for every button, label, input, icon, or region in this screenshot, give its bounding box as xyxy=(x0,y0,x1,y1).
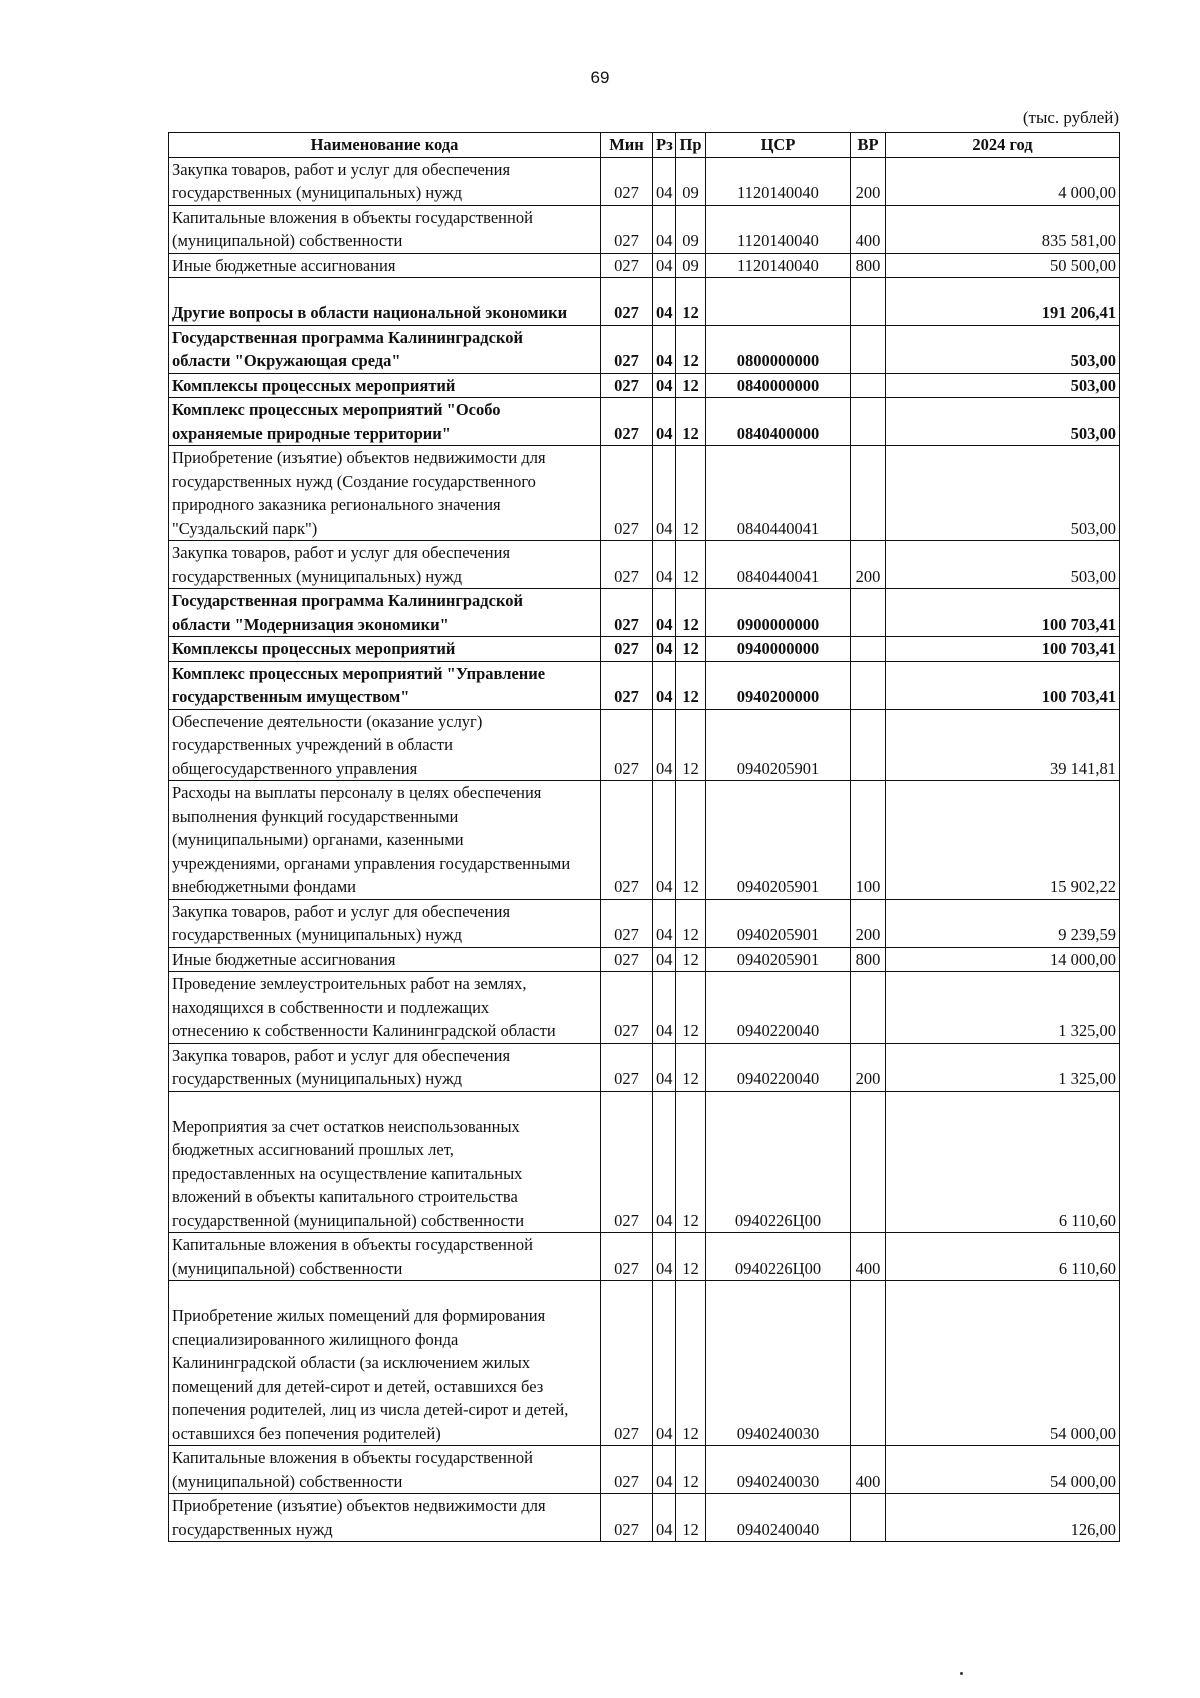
row-min: 027 xyxy=(601,947,653,972)
row-csr: 0840440041 xyxy=(706,541,851,589)
row-name xyxy=(169,972,601,1044)
table-row xyxy=(169,1043,1120,1091)
row-vr xyxy=(851,1091,886,1233)
row-name xyxy=(169,1233,601,1281)
row-name xyxy=(169,278,601,326)
row-name-line: Государственная программа Калининградской xyxy=(172,327,524,347)
row-name-line: государственных (муниципальных) нужд xyxy=(172,1069,462,1088)
table-row xyxy=(169,446,1120,541)
row-vr: 200 xyxy=(851,541,886,589)
row-rz: 04 xyxy=(653,325,676,373)
row-pr: 12 xyxy=(676,1494,706,1542)
row-min: 027 xyxy=(601,1091,653,1233)
row-min: 027 xyxy=(601,541,653,589)
row-min: 027 xyxy=(601,325,653,373)
row-vr xyxy=(851,1494,886,1542)
row-name xyxy=(169,781,601,900)
row-name-line: Обеспечение деятельности (оказание услуг) xyxy=(172,711,483,731)
row-rz: 04 xyxy=(653,205,676,253)
row-name-line: государственных (муниципальных) нужд xyxy=(172,566,462,586)
row-min: 027 xyxy=(601,373,653,398)
row-pr: 12 xyxy=(676,1233,706,1281)
row-pr: 12 xyxy=(676,373,706,398)
row-vr: 200 xyxy=(851,899,886,947)
row-name-line: области "Окружающая среда" xyxy=(172,351,401,370)
row-vr xyxy=(851,446,886,541)
row-pr: 12 xyxy=(676,899,706,947)
row-name-line: находящихся в собственности и подлежащих xyxy=(172,997,490,1017)
row-rz: 04 xyxy=(653,1446,676,1494)
row-pr: 12 xyxy=(676,637,706,662)
row-amount: 126,00 xyxy=(886,1494,1120,1542)
row-name xyxy=(169,947,601,972)
row-min: 027 xyxy=(601,1494,653,1542)
row-pr: 12 xyxy=(676,541,706,589)
row-amount: 50 500,00 xyxy=(886,253,1120,278)
row-amount: 54 000,00 xyxy=(886,1446,1120,1494)
row-vr xyxy=(851,709,886,781)
row-vr xyxy=(851,278,886,326)
row-amount: 503,00 xyxy=(886,325,1120,373)
row-min: 027 xyxy=(601,1281,653,1446)
row-name-line: государственных нужд (Создание государственного xyxy=(172,471,536,491)
row-name xyxy=(169,1446,601,1494)
row-name xyxy=(169,709,601,781)
row-csr: 0940220040 xyxy=(706,1043,851,1091)
row-vr: 400 xyxy=(851,205,886,253)
row-name-line: охраняемые природные территории" xyxy=(172,423,451,443)
row-rz: 04 xyxy=(653,253,676,278)
row-csr: 0940205901 xyxy=(706,899,851,947)
row-pr: 12 xyxy=(676,278,706,326)
budget-table xyxy=(168,132,1120,1542)
row-min: 027 xyxy=(601,899,653,947)
row-min: 027 xyxy=(601,1446,653,1494)
page-number: 69 xyxy=(590,68,610,87)
row-pr: 12 xyxy=(676,589,706,637)
row-csr: 0840000000 xyxy=(706,373,851,398)
row-amount: 191 206,41 xyxy=(886,278,1120,326)
row-vr xyxy=(851,972,886,1044)
row-vr xyxy=(851,661,886,709)
row-rz: 04 xyxy=(653,899,676,947)
row-name-line: Закупка товаров, работ и услуг для обеспечения xyxy=(172,901,511,921)
row-rz: 04 xyxy=(653,398,676,446)
row-name-line: (муниципальной) собственности xyxy=(172,1471,403,1491)
table-row xyxy=(169,1281,1120,1446)
table-row xyxy=(169,947,1120,972)
row-amount: 1 325,00 xyxy=(886,1043,1120,1091)
row-name-line: Иные бюджетные ассигнования xyxy=(172,949,396,969)
row-name-line: Капитальные вложения в объекты государственной xyxy=(172,1235,533,1254)
row-csr: 0940240030 xyxy=(706,1446,851,1494)
row-csr: 0940205901 xyxy=(706,709,851,781)
row-min: 027 xyxy=(601,589,653,637)
row-rz: 04 xyxy=(653,709,676,781)
row-name xyxy=(169,157,601,205)
row-name-line: Другие вопросы в области национальной экономики xyxy=(172,303,568,322)
row-amount: 54 000,00 xyxy=(886,1281,1120,1446)
row-amount: 39 141,81 xyxy=(886,709,1120,781)
table-row xyxy=(169,781,1120,900)
row-amount: 6 110,60 xyxy=(886,1233,1120,1281)
row-amount: 503,00 xyxy=(886,398,1120,446)
row-name xyxy=(169,205,601,253)
table-row xyxy=(169,709,1120,781)
row-amount: 14 000,00 xyxy=(886,947,1120,972)
row-csr: 0940205901 xyxy=(706,947,851,972)
row-rz: 04 xyxy=(653,1494,676,1542)
row-vr xyxy=(851,373,886,398)
row-amount: 1 325,00 xyxy=(886,972,1120,1044)
row-name xyxy=(169,325,601,373)
row-min: 027 xyxy=(601,637,653,662)
row-csr: 0940200000 xyxy=(706,661,851,709)
row-rz: 04 xyxy=(653,541,676,589)
row-name xyxy=(169,446,601,541)
table-row xyxy=(169,541,1120,589)
row-vr: 400 xyxy=(851,1446,886,1494)
row-rz: 04 xyxy=(653,157,676,205)
table-row xyxy=(169,661,1120,709)
row-vr xyxy=(851,325,886,373)
row-pr: 12 xyxy=(676,325,706,373)
row-amount: 100 703,41 xyxy=(886,661,1120,709)
table-row xyxy=(169,1446,1120,1494)
row-csr: 0940205901 xyxy=(706,781,851,900)
row-name xyxy=(169,541,601,589)
row-name-line: выполнения функций государственными xyxy=(172,806,459,826)
row-vr: 100 xyxy=(851,781,886,900)
header-row xyxy=(169,133,1120,158)
row-name-line: Комплексы процессных мероприятий xyxy=(172,639,456,658)
row-vr xyxy=(851,589,886,637)
row-csr: 0840440041 xyxy=(706,446,851,541)
table-row xyxy=(169,157,1120,205)
row-csr: 0940226Ц00 xyxy=(706,1091,851,1233)
row-name-line: общегосударственного управления xyxy=(172,758,418,778)
table-row xyxy=(169,1233,1120,1281)
row-name-line: Калининградской области (за исключением жилых xyxy=(172,1353,531,1372)
row-name xyxy=(169,589,601,637)
row-pr: 12 xyxy=(676,709,706,781)
row-rz: 04 xyxy=(653,589,676,637)
row-csr: 0840400000 xyxy=(706,398,851,446)
row-name-line: государственных учреждений в области xyxy=(172,735,453,754)
row-name-line: Государственная программа Калининградской xyxy=(172,591,524,610)
row-rz: 04 xyxy=(653,661,676,709)
row-name-line: Приобретение (изъятие) объектов недвижимости для xyxy=(172,448,546,467)
row-name-line: внебюджетными фондами xyxy=(172,877,357,896)
row-min: 027 xyxy=(601,253,653,278)
row-csr: 0900000000 xyxy=(706,589,851,637)
row-rz: 04 xyxy=(653,373,676,398)
row-name-line: государственных (муниципальных) нужд xyxy=(172,925,462,944)
row-csr: 1120140040 xyxy=(706,205,851,253)
header-name: Наименование кода xyxy=(169,133,601,158)
row-rz: 04 xyxy=(653,446,676,541)
row-amount: 835 581,00 xyxy=(886,205,1120,253)
table-row xyxy=(169,253,1120,278)
row-min: 027 xyxy=(601,1233,653,1281)
row-min: 027 xyxy=(601,972,653,1044)
row-name-line: (муниципальными) органами, казенными xyxy=(172,830,464,849)
header-rz: Рз xyxy=(653,133,676,158)
row-pr: 12 xyxy=(676,661,706,709)
row-rz: 04 xyxy=(653,947,676,972)
row-min: 027 xyxy=(601,1043,653,1091)
row-name-line: природного заказника регионального значения xyxy=(172,495,501,514)
row-rz: 04 xyxy=(653,278,676,326)
row-csr: 0940226Ц00 xyxy=(706,1233,851,1281)
row-amount: 100 703,41 xyxy=(886,589,1120,637)
row-name-line: отнесению к собственности Калининградской области xyxy=(172,1021,556,1040)
row-amount: 6 110,60 xyxy=(886,1091,1120,1233)
row-amount: 4 000,00 xyxy=(886,157,1120,205)
table-row xyxy=(169,325,1120,373)
row-name-line: Приобретение (изъятие) объектов недвижимости для xyxy=(172,1496,546,1515)
row-amount: 100 703,41 xyxy=(886,637,1120,662)
table-row xyxy=(169,589,1120,637)
row-name-line: Комплексы процессных мероприятий xyxy=(172,375,456,395)
row-name xyxy=(169,1281,601,1446)
row-name-line: Комплекс процессных мероприятий "Управление xyxy=(172,663,546,683)
row-amount: 9 239,59 xyxy=(886,899,1120,947)
header-csr: ЦСР xyxy=(706,133,851,158)
row-rz: 04 xyxy=(653,781,676,900)
row-name-line: государственным имуществом" xyxy=(172,687,410,706)
row-pr: 09 xyxy=(676,253,706,278)
row-rz: 04 xyxy=(653,637,676,662)
row-name-line: Иные бюджетные ассигнования xyxy=(172,255,396,275)
row-name-line: (муниципальной) собственности xyxy=(172,1258,403,1278)
row-rz: 04 xyxy=(653,1281,676,1446)
row-pr: 12 xyxy=(676,1281,706,1446)
row-name-line: государственной (муниципальной) собственности xyxy=(172,1210,525,1230)
row-pr: 12 xyxy=(676,781,706,900)
row-name-line: Закупка товаров, работ и услуг для обеспечения xyxy=(172,1045,511,1065)
row-name-line: "Суздальский парк") xyxy=(172,518,318,538)
row-vr xyxy=(851,398,886,446)
row-min: 027 xyxy=(601,709,653,781)
row-csr: 0940240030 xyxy=(706,1281,851,1446)
row-min: 027 xyxy=(601,446,653,541)
row-name-line: вложений в объекты капитального строительства xyxy=(172,1187,518,1206)
row-pr: 12 xyxy=(676,1043,706,1091)
row-pr: 12 xyxy=(676,1091,706,1233)
row-min: 027 xyxy=(601,205,653,253)
row-name xyxy=(169,398,601,446)
table-row xyxy=(169,373,1120,398)
row-name-line: бюджетных ассигнований прошлых лет, xyxy=(172,1140,454,1159)
header-vr: ВР xyxy=(851,133,886,158)
table-row xyxy=(169,899,1120,947)
row-rz: 04 xyxy=(653,972,676,1044)
row-name xyxy=(169,1091,601,1233)
row-vr: 800 xyxy=(851,253,886,278)
row-name-line: предоставленных на осуществление капитальных xyxy=(172,1163,523,1183)
row-pr: 12 xyxy=(676,1446,706,1494)
row-rz: 04 xyxy=(653,1091,676,1233)
row-name xyxy=(169,253,601,278)
table-row xyxy=(169,637,1120,662)
row-name xyxy=(169,1494,601,1542)
row-csr: 0940240040 xyxy=(706,1494,851,1542)
row-min: 027 xyxy=(601,278,653,326)
row-vr: 200 xyxy=(851,1043,886,1091)
row-vr: 800 xyxy=(851,947,886,972)
row-pr: 12 xyxy=(676,446,706,541)
row-name-line: специализированного жилищного фонда xyxy=(172,1329,459,1349)
row-amount: 15 902,22 xyxy=(886,781,1120,900)
table-row xyxy=(169,1091,1120,1233)
row-vr: 200 xyxy=(851,157,886,205)
header-min: Мин xyxy=(601,133,653,158)
row-amount: 503,00 xyxy=(886,541,1120,589)
scan-dot xyxy=(960,1672,963,1675)
row-min: 027 xyxy=(601,157,653,205)
row-csr: 0800000000 xyxy=(706,325,851,373)
row-pr: 09 xyxy=(676,205,706,253)
row-name-line: Расходы на выплаты персоналу в целях обеспечения xyxy=(172,783,542,802)
row-name xyxy=(169,899,601,947)
row-name-line: Закупка товаров, работ и услуг для обеспечения xyxy=(172,159,511,179)
row-name-line: Капитальные вложения в объекты государственной xyxy=(172,1448,533,1467)
row-pr: 09 xyxy=(676,157,706,205)
row-name xyxy=(169,373,601,398)
row-vr xyxy=(851,637,886,662)
row-name-line: государственных нужд xyxy=(172,1519,333,1539)
table-row xyxy=(169,205,1120,253)
table-row xyxy=(169,278,1120,326)
row-name-line: Приобретение жилых помещений для формирования xyxy=(172,1306,546,1325)
row-pr: 12 xyxy=(676,947,706,972)
row-name-line: государственных (муниципальных) нужд xyxy=(172,183,462,202)
header-year: 2024 год xyxy=(886,133,1120,158)
table-row xyxy=(169,398,1120,446)
header-pr: Пр xyxy=(676,133,706,158)
row-name-line: области "Модернизация экономики" xyxy=(172,614,449,634)
row-csr: 0940000000 xyxy=(706,637,851,662)
row-name-line: учреждениями, органами управления государственными xyxy=(172,853,571,873)
table-row xyxy=(169,1494,1120,1542)
row-name xyxy=(169,637,601,662)
row-csr: 1120140040 xyxy=(706,157,851,205)
row-vr: 400 xyxy=(851,1233,886,1281)
row-pr: 12 xyxy=(676,398,706,446)
row-rz: 04 xyxy=(653,1043,676,1091)
table-row xyxy=(169,972,1120,1044)
row-name-line: Проведение землеустроительных работ на землях, xyxy=(172,974,527,993)
row-amount: 503,00 xyxy=(886,373,1120,398)
row-pr: 12 xyxy=(676,972,706,1044)
row-vr xyxy=(851,1281,886,1446)
row-name-line: попечения родителей, лиц из числа детей-сирот и детей, xyxy=(172,1400,569,1419)
units-label: (тыс. рублей) xyxy=(1022,108,1119,127)
row-min: 027 xyxy=(601,781,653,900)
row-csr: 0940220040 xyxy=(706,972,851,1044)
row-name-line: (муниципальной) собственности xyxy=(172,231,403,250)
row-name xyxy=(169,661,601,709)
row-csr: 1120140040 xyxy=(706,253,851,278)
row-name xyxy=(169,1043,601,1091)
row-name-line: помещений для детей-сирот и детей, оставшихся без xyxy=(172,1376,544,1396)
row-name-line: оставшихся без попечения родителей) xyxy=(172,1423,441,1443)
table-body xyxy=(169,157,1120,1542)
row-csr xyxy=(706,278,851,326)
row-rz: 04 xyxy=(653,1233,676,1281)
row-name-line: Закупка товаров, работ и услуг для обеспечения xyxy=(172,543,511,562)
row-name-line: Мероприятия за счет остатков неиспользованных xyxy=(172,1116,520,1136)
row-min: 027 xyxy=(601,661,653,709)
row-name-line: Комплекс процессных мероприятий "Особо xyxy=(172,400,501,419)
row-amount: 503,00 xyxy=(886,446,1120,541)
row-min: 027 xyxy=(601,398,653,446)
row-name-line: Капитальные вложения в объекты государственной xyxy=(172,207,533,227)
